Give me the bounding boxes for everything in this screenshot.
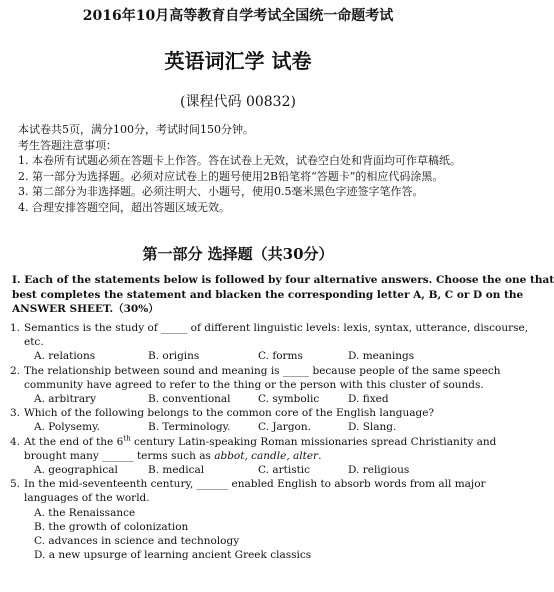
question-stem-continued: languages of the world. (24, 492, 150, 505)
stem-period: . (318, 449, 322, 462)
notes-line-pages: 本试卷共5页，满分100分，考试时间150分钟。 (18, 123, 254, 136)
example-terms: abbot, candle, alter (214, 449, 319, 462)
instructions-line: I. Each of the statements below is followed by four alternative answers. Choose the one that (12, 274, 554, 286)
question-stem: At the end of the (24, 435, 117, 448)
notes-heading: 考生答题注意事项： (18, 138, 117, 152)
option-c: C. Jargon. (258, 421, 311, 434)
exam-notes (18, 122, 468, 215)
option-d: D. meanings (348, 350, 415, 363)
option-b: B. Terminology. (148, 421, 231, 434)
option-a: A. arbitrary (34, 393, 97, 405)
exam-title: 英语词汇学 试卷 (164, 49, 312, 73)
question-stem: century Latin-speaking Roman missionaries spread Christianity and (130, 435, 497, 448)
question-number: 2. (10, 364, 21, 377)
option-d: D. religious (348, 463, 410, 476)
option-a: A. relations (34, 350, 96, 363)
instructions-line: ANSWER SHEET.（30%） (12, 303, 159, 315)
option-row (10, 463, 472, 477)
option-row (10, 349, 472, 363)
notes-item-3: 3. 第二部分为非选择题。必须注明大、小题号，使用0.5毫米黑色字迹签字笔作答。 (18, 185, 424, 198)
question-stem-continued: community have agreed to refer to the thing or the person with this cluster of sounds. (24, 378, 484, 391)
option-b: B. conventional (148, 393, 231, 405)
question-list (10, 321, 529, 562)
course-code: (课程代码 00832) (180, 94, 296, 110)
question-stem: In the mid-seventeenth century, ______ enabled English to absorb words from all major (24, 478, 486, 491)
option-d: D. fixed (348, 393, 389, 405)
question-stem: The relationship between sound and meaning is _____ because people of the same speech (24, 364, 501, 377)
question-1 (10, 321, 529, 364)
option-a: A. the Renaissance (34, 506, 136, 519)
option-row (10, 392, 472, 406)
ordinal-suffix: th (123, 434, 131, 443)
question-number: 5. (10, 478, 21, 491)
option-a: A. geographical (34, 463, 118, 476)
option-row (10, 420, 472, 434)
option-d: D. Slang. (348, 421, 397, 434)
option-b: B. origins (148, 350, 200, 363)
option-c: C. forms (258, 350, 303, 363)
section-title: 第一部分 选择题（共30分） (142, 245, 334, 263)
option-c: C. artistic (258, 463, 311, 476)
question-5 (10, 477, 486, 562)
question-4 (10, 434, 497, 478)
question-stem: Which of the following belongs to the common core of the English language? (24, 407, 435, 420)
option-a: A. Polysemy. (34, 421, 100, 434)
question-3 (10, 406, 472, 434)
section-instructions (12, 273, 554, 317)
notes-item-2: 2. 第一部分为选择题。必须对应试卷上的题号使用2B铅笔将“答题卡”的相应代码涂黑。 (18, 169, 444, 183)
notes-item-4: 4. 合理安排答题空间，超出答题区域无效。 (18, 200, 230, 214)
question-number: 3. (10, 407, 21, 420)
exam-header: 2016年10月高等教育自学考试全国统一命题考试 (82, 8, 394, 24)
option-d: D. a new upsurge of learning ancient Greek classics (34, 549, 312, 562)
option-c: C. symbolic (258, 393, 320, 405)
notes-item-1: 1. 本卷所有试题必须在答题卡上作答。答在试卷上无效，试卷空白处和背面均可作草稿纸。 (18, 154, 461, 167)
question-stem-continued: brought many ______ terms such as (24, 449, 215, 462)
question-number: 1. (10, 322, 21, 334)
question-stem: Semantics is the study of _____ of different linguistic levels: lexis, syntax, utterance, discourse, (24, 322, 529, 334)
century-number: 6 (116, 435, 124, 448)
question-stem-continued: etc. (24, 336, 44, 349)
instructions-line: best completes the statement and blacken the corresponding letter A, B, C or D on the (12, 288, 524, 301)
option-b: B. medical (148, 463, 205, 476)
question-number: 4. (10, 435, 21, 448)
option-c: C. advances in science and technology (34, 534, 240, 547)
question-2 (10, 364, 501, 407)
option-b: B. the growth of colonization (34, 520, 189, 533)
